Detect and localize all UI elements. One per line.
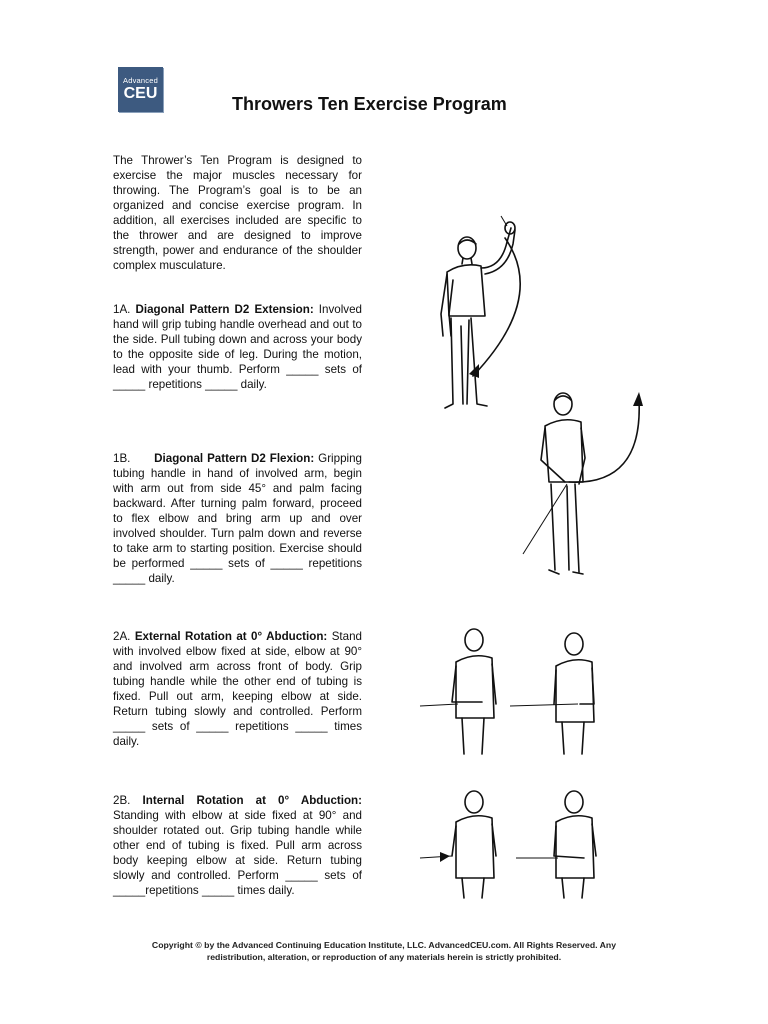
advanced-ceu-logo [118, 67, 163, 112]
exercise-2b-number: 2B. [113, 794, 131, 807]
footer-line-1: Copyright © by the Advanced Continuing Education Institute, LLC. AdvancedCEU.com. All Rights Reserved. Any [151, 940, 617, 950]
figure-d2-flexion [515, 388, 655, 588]
logo-line-2: CEU [123, 85, 158, 102]
logo-line-1: Advanced [123, 76, 158, 85]
copyright-footer [80, 939, 688, 963]
exercise-1b-number: 1B. [113, 452, 131, 465]
figure-d2-extension [425, 208, 545, 418]
exercise-2b-text: Standing with elbow at side fixed at 90° and shoulder rotated out. Grip tubing handle while other end of tubing is fixed. Pull arm across body keeping elbow at side. Return tubing slowly and controlled. Perform _____ sets of _____repetitions _____ times daily. [113, 809, 362, 897]
intro-paragraph: The Thrower’s Ten Program is designed to exercise the major muscles necessary for throwing. The Program’s goal is to be an organized and concise exercise program. In addition, all exercises included are specific to the thrower and are designed to improve strength, power and endurance of the shoulder complex musculature. [113, 154, 362, 272]
exercise-1a [113, 302, 362, 392]
exercise-1b-name: Diagonal Pattern D2 Flexion: [154, 452, 315, 465]
exercise-1a-text: Involved hand will grip tubing handle overhead and out to the side. Pull tubing down and across your body to the opposite side of leg. During the motion, lead with your thumb. Perform _____ sets of _____ repetitions _____ daily. [113, 303, 362, 391]
exercise-1b [113, 451, 362, 586]
exercise-2a-name: External Rotation at 0° Abduction: [134, 630, 328, 643]
exercise-2a-text: Stand with involved elbow fixed at side, elbow at 90° and involved arm across front of body. Grip tubing handle while the other end of tubing is fixed. Pull out arm, keeping elbow at side. Return tubing slowly and controlled. Perform _____ sets of _____ repetitions _____ times daily. [113, 630, 362, 748]
page-title: Throwers Ten Exercise Program [232, 94, 507, 114]
figure-external-rotation [418, 622, 618, 758]
exercise-1a-number: 1A. [113, 303, 131, 316]
exercise-1a-name: Diagonal Pattern D2 Extension: [135, 303, 314, 316]
figure-internal-rotation [418, 786, 618, 902]
exercise-2a-number: 2A. [113, 630, 131, 643]
footer-line-2: redistribution, alteration, or reproduction of any materials herein is strictly prohibited. [206, 952, 562, 962]
exercise-1b-text: Gripping tubing handle in hand of involved arm, begin with arm out from side 45° and palm facing backward. After turning palm forward, proceed to flex elbow and bring arm up and over involved shoulder. Turn palm down and reverse to take arm to starting position. Exercise should be performed _____ sets of _____ repetitions _____ daily. [113, 452, 362, 585]
exercise-2b-name: Internal Rotation at 0° Abduction: [142, 794, 362, 807]
exercise-2a [113, 629, 362, 749]
exercise-2b [113, 793, 362, 898]
